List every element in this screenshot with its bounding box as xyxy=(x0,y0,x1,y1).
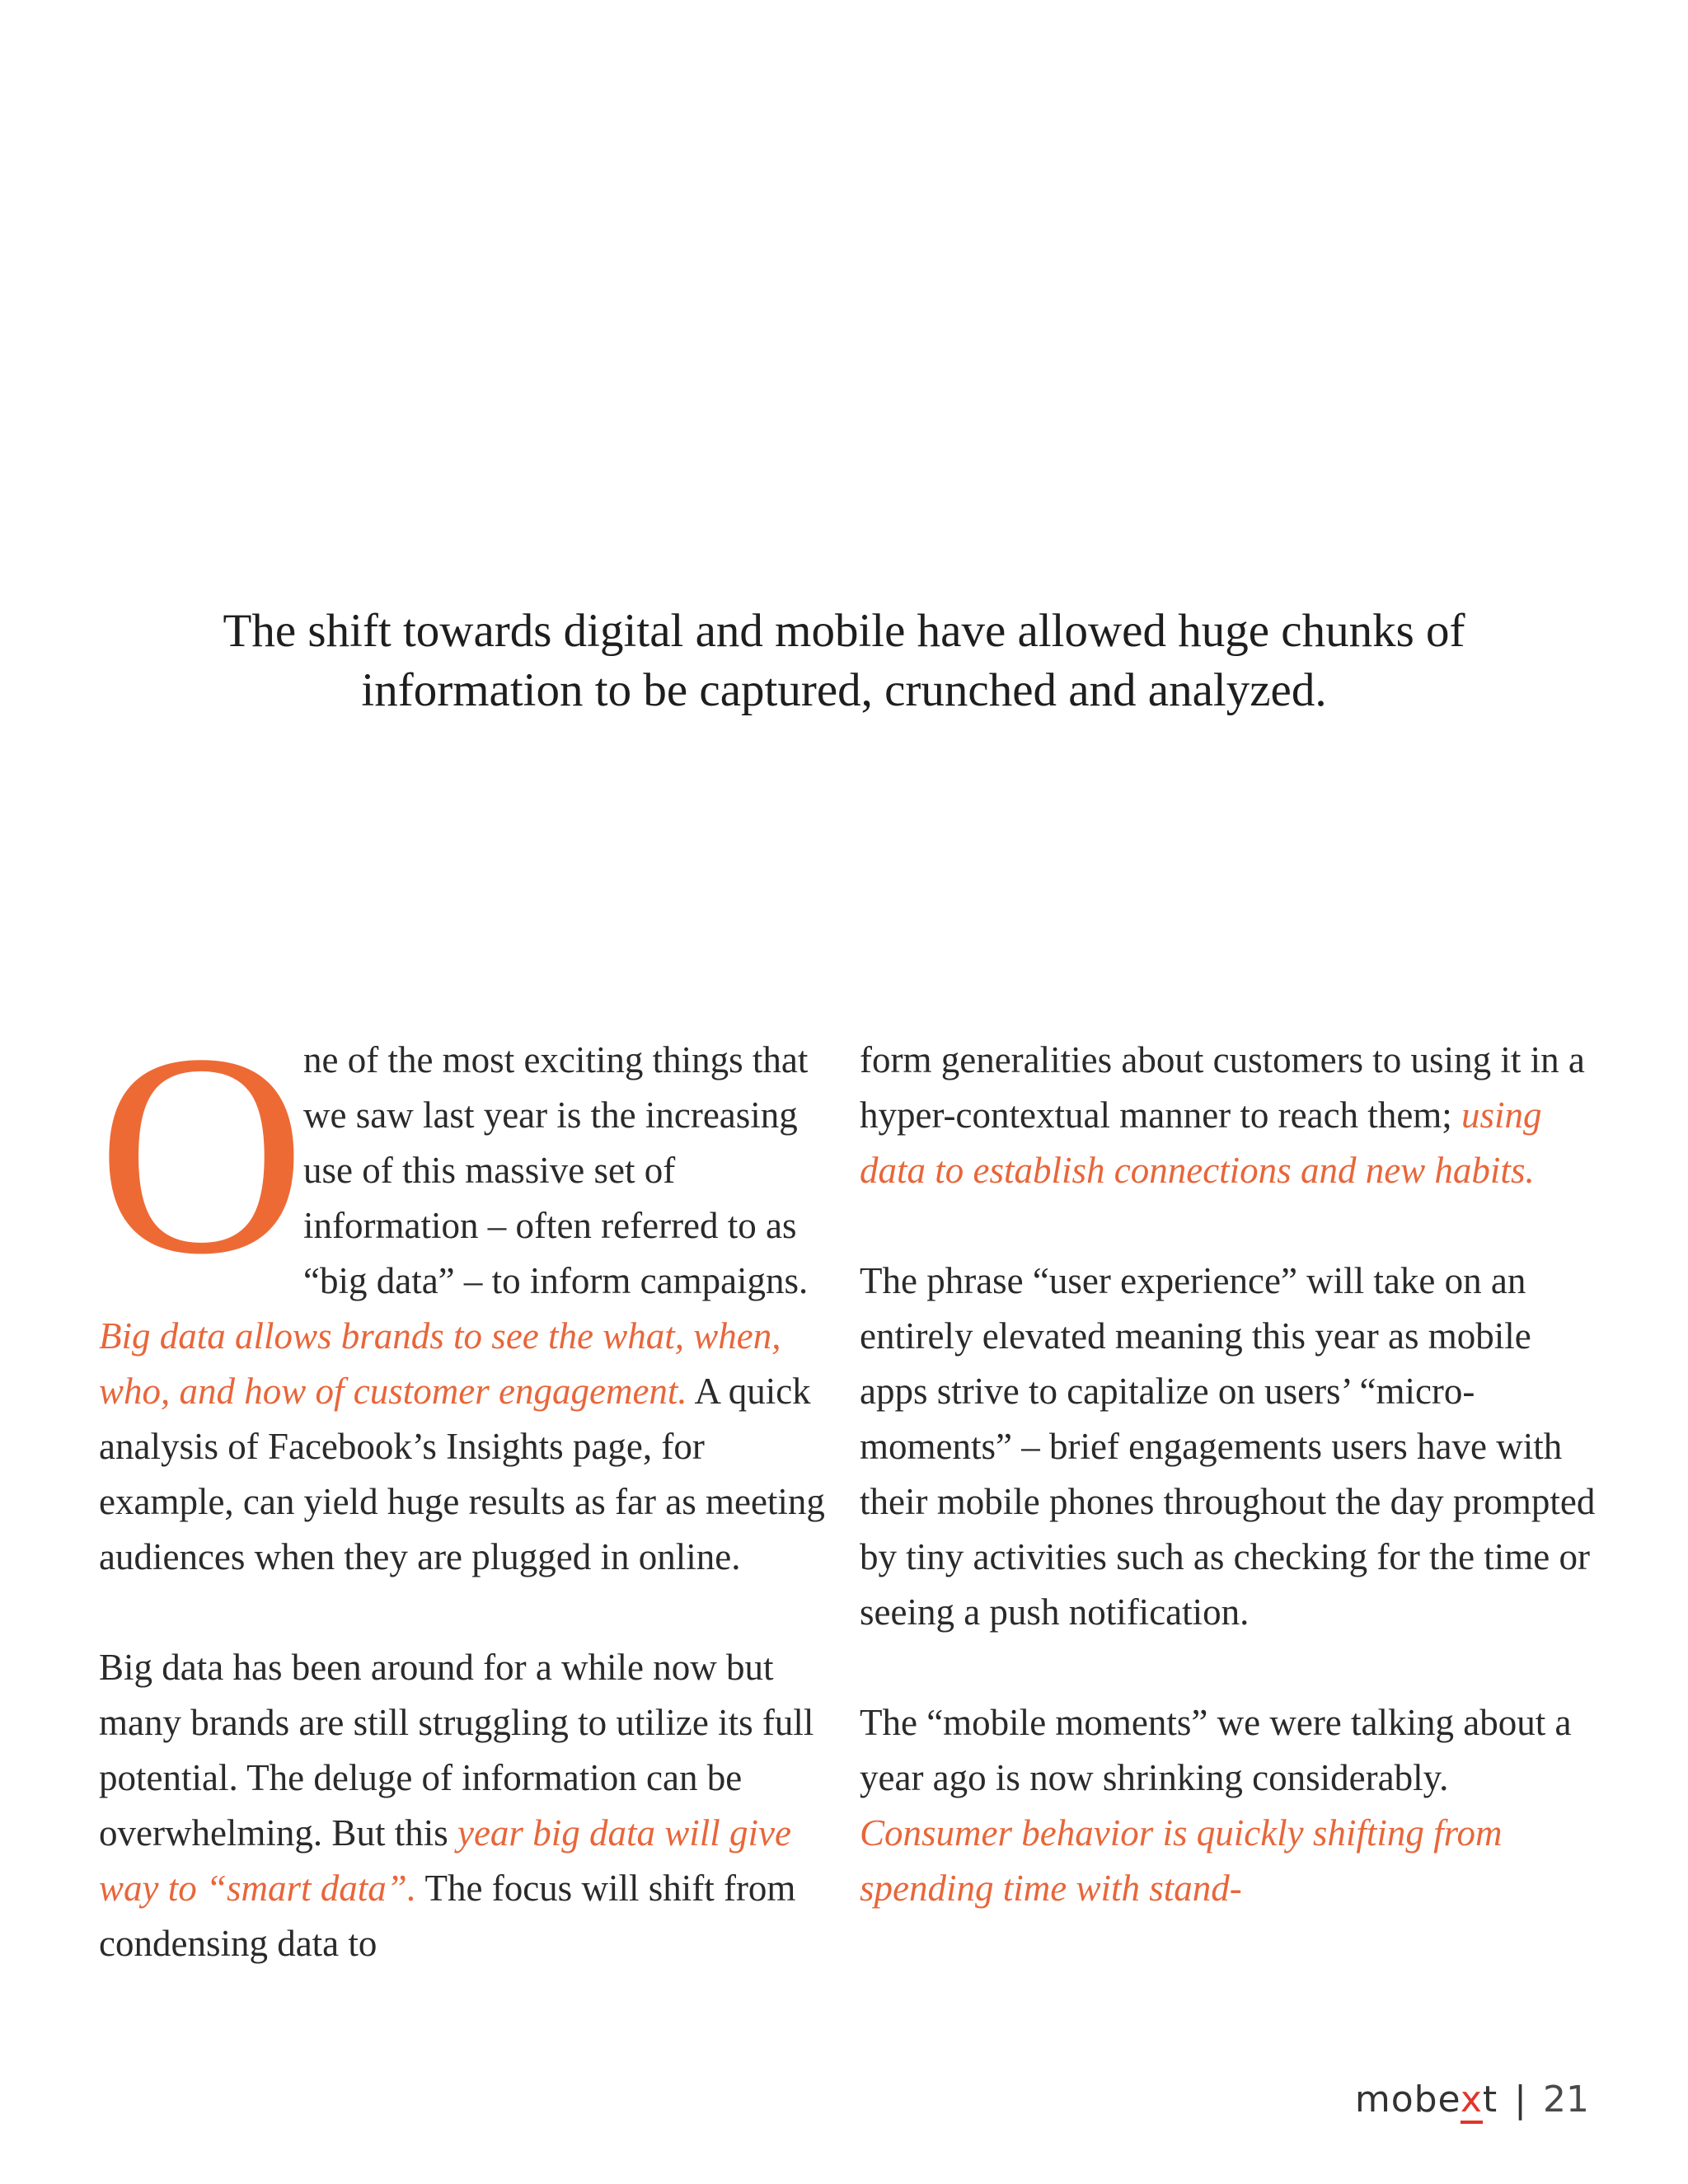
brand-x: x xyxy=(1461,2079,1483,2124)
right-column xyxy=(860,1033,1601,1916)
right-p3-intro: The “mobile moments” we were talking about a year ago is now shrinking considerably. xyxy=(860,1702,1572,1798)
brand-prefix: mobe xyxy=(1354,2079,1461,2121)
left-p1-highlight: Big data allows brands to see the what, when, who, and how of customer engagement. xyxy=(99,1315,781,1412)
right-p3-highlight: Consumer behavior is quickly shifting from spending time with stand- xyxy=(860,1812,1503,1909)
pull-quote-line-1: The shift towards digital and mobile have allowed huge chunks of xyxy=(223,605,1465,657)
footer-separator: | xyxy=(1514,2079,1526,2121)
right-p1-highlight: using data to establish connections and new habits. xyxy=(860,1094,1542,1191)
right-paragraph-3 xyxy=(860,1695,1601,1916)
paragraph-gap xyxy=(99,1585,841,1640)
pull-quote xyxy=(165,602,1523,720)
brand-suffix: t xyxy=(1482,2079,1498,2121)
left-p1-rest: A quick analysis of Facebook’s Insights page, for example, can yield huge results as far as meeting audiences when they are plugged in online. xyxy=(99,1371,825,1577)
paragraph-gap xyxy=(860,1640,1601,1695)
left-column xyxy=(97,994,841,1971)
right-p1-intro: form generalities about customers to using it in a hyper-contextual manner to reach them; xyxy=(860,1039,1585,1136)
left-paragraph-1 xyxy=(97,994,841,1585)
pull-quote-line-2: information to be captured, crunched and analyzed. xyxy=(361,664,1327,716)
right-paragraph-1 xyxy=(860,1033,1601,1198)
drop-cap: O xyxy=(97,994,306,1314)
page-footer xyxy=(1355,2079,1589,2121)
right-paragraph-2: The phrase “user experience” will take on an entirely elevated meaning this year as mobile apps strive to capitalize on users’ “micro-moments” – brief engagements users have with their mobile phones throughout the day prompted by tiny activities such as checking for the time or seeing a push notification. xyxy=(860,1260,1596,1633)
left-p1-intro: ne of the most exciting things that we saw last year is the increasing use of this massive set of information – often referred to as “big data” – to inform campaigns. xyxy=(303,1039,809,1301)
paragraph-gap xyxy=(860,1198,1601,1254)
left-p2-highlight: year big data will give way to “smart data”. xyxy=(99,1812,791,1909)
page-number: 21 xyxy=(1543,2079,1589,2121)
left-p2-intro: Big data has been around for a while now but many brands are still struggling to utilize its full potential. The deluge of information can be overwhelming. But this xyxy=(99,1647,814,1854)
brand-logo xyxy=(1355,2079,1498,2121)
left-paragraph-2 xyxy=(99,1640,841,1971)
left-p2-rest: The focus will shift from condensing data to xyxy=(99,1868,796,1964)
